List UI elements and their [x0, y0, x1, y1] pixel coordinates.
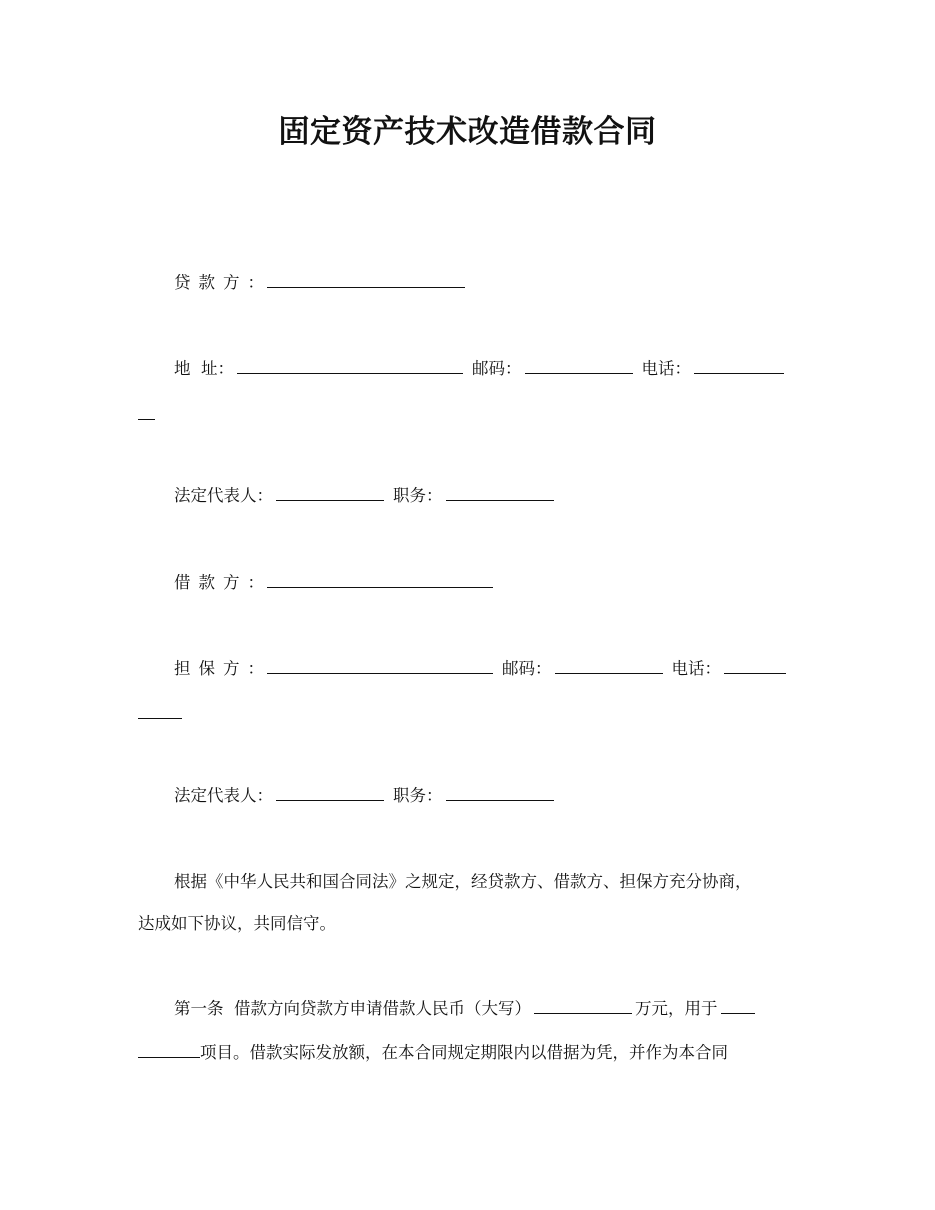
colon: ： [247, 273, 264, 292]
phone-label: 电话 [641, 359, 675, 378]
address-line-wrap [138, 403, 818, 427]
legal-rep-blank [276, 485, 384, 501]
article-1-text-b: 万元，用于 [635, 999, 718, 1018]
colon: ： [674, 359, 691, 378]
borrower-blank [267, 572, 493, 588]
amount-blank [534, 998, 632, 1014]
borrower-line [138, 571, 854, 595]
borrower-label: 借款方 [174, 573, 248, 592]
purpose-blank-cont [138, 1042, 200, 1058]
address-label: 地 址 [174, 359, 218, 378]
colon: ： [426, 786, 443, 805]
intro-paragraph-line1: 根据《中华人民共和国合同法》之规定，经贷款方、借款方、担保方充分协商， [174, 872, 752, 891]
article-1-line2 [138, 1041, 818, 1065]
purpose-blank [721, 998, 755, 1014]
colon: ： [256, 786, 273, 805]
guarantor-label: 担保方 [174, 659, 248, 678]
position-label: 职务 [393, 486, 426, 505]
legal-rep-label: 法定代表人 [174, 486, 257, 505]
colon: ： [256, 486, 273, 505]
colon: ： [217, 359, 234, 378]
address-line [138, 357, 854, 381]
lender-line [138, 271, 854, 295]
article-1-line1 [138, 997, 854, 1021]
phone-blank-cont [138, 404, 155, 420]
phone-blank-cont [138, 703, 182, 719]
legal-rep-blank [276, 785, 384, 801]
lender-label: 贷款方 [174, 273, 248, 292]
postcode-label: 邮码 [502, 659, 535, 678]
guarantor-line [138, 657, 854, 681]
guarantor-rep-line [138, 784, 854, 808]
lender-rep-line [138, 484, 854, 508]
postcode-blank [555, 658, 663, 674]
colon: ： [247, 573, 264, 592]
article-1-text-c: 项目。借款实际发放额，在本合同规定期限内以借据为凭，并作为本合同 [200, 1043, 728, 1062]
position-blank [446, 485, 554, 501]
postcode-label: 邮码 [472, 359, 505, 378]
phone-blank [724, 658, 786, 674]
lender-blank [267, 272, 465, 288]
position-label: 职务 [393, 786, 426, 805]
legal-rep-label: 法定代表人 [174, 786, 257, 805]
postcode-blank [525, 358, 633, 374]
position-blank [446, 785, 554, 801]
article-1-text-a: 第一条 借款方向贷款方申请借款人民币（大写） [174, 999, 531, 1018]
document-title: 固定资产技术改造借款合同 [278, 114, 657, 150]
colon: ： [704, 659, 721, 678]
colon: ： [505, 359, 522, 378]
guarantor-line-wrap [138, 702, 818, 726]
guarantor-blank [267, 658, 493, 674]
colon: ： [535, 659, 552, 678]
phone-blank [694, 358, 784, 374]
address-blank [237, 358, 463, 374]
colon: ： [426, 486, 443, 505]
colon: ： [247, 659, 264, 678]
intro-paragraph-line2: 达成如下协议，共同信守。 [138, 914, 336, 933]
phone-label: 电话 [671, 659, 705, 678]
